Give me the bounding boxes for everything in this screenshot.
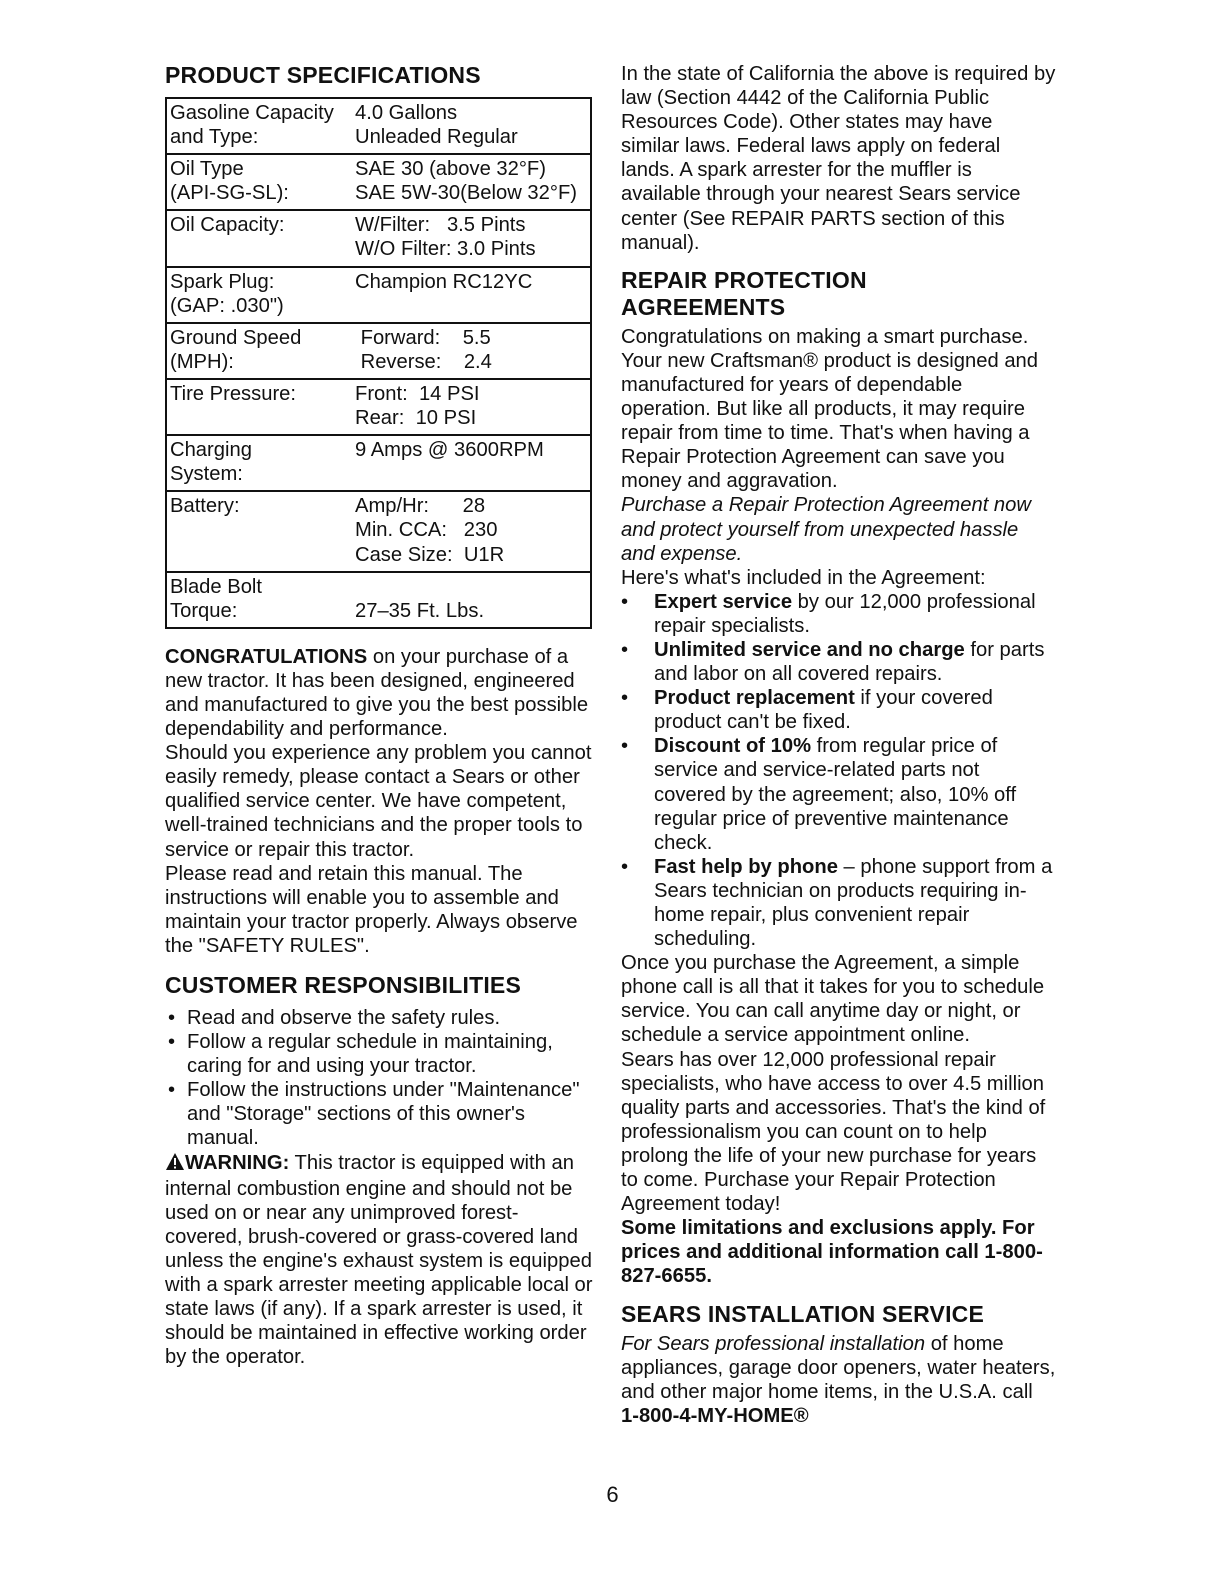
installation-paragraph: For Sears professional installation of home appliances, garage door openers, water heaters, and other major home items, in the U.S.A. call 1-800-4-MY-HOME®	[621, 1332, 1056, 1427]
repair-protection-title: REPAIR PROTECTION AGREEMENTS	[621, 266, 867, 320]
list-item: • Follow the instructions under "Maintenance" and "Storage" sections of this owner's manual.	[168, 1079, 580, 1150]
spec-value: 27–35 Ft. Lbs.	[352, 572, 591, 628]
spec-row	[166, 491, 591, 571]
customer-responsibilities-title: CUSTOMER RESPONSIBILITIES	[165, 972, 522, 998]
sears-specialists-paragraph: Sears has over 12,000 professional repair specialists, who have access to over 4.5 million quality parts and accessories. That's the kind of professionalism you can count on to help prolong the life of your new purchase for years to come. Purchase your Repair Protection Agreement today!	[621, 1048, 1046, 1216]
installation-phone: 1-800-4-MY-HOME®	[621, 1404, 809, 1427]
spec-label: Blade Bolt Torque:	[166, 572, 352, 628]
warning-label: WARNING:	[185, 1151, 290, 1174]
spec-row	[166, 323, 591, 379]
list-item: • Fast help by phone – phone support from a Sears technician on products requiring in-home repair, plus convenient repair scheduling.	[621, 855, 1053, 951]
repair-protection-italic: Purchase a Repair Protection Agreement now and protect yourself from unexpected hassle and expense.	[621, 494, 1031, 565]
installation-service-title: SEARS INSTALLATION SERVICE	[621, 1300, 985, 1327]
limitations-note: Some limitations and exclusions apply. For prices and additional information call 1-800-827-6655.	[621, 1217, 1043, 1288]
spec-value: SAE 30 (above 32°F) SAE 5W-30(Below 32°F)	[352, 154, 591, 210]
spec-label: Tire Pressure:	[166, 379, 352, 435]
warning-triangle-icon	[165, 1152, 185, 1177]
congrats-paragraph	[165, 645, 593, 741]
retain-paragraph: Please read and retain this manual. The instructions will enable you to assemble and maintain your tractor properly. Always observe the "SAFETY RULES".	[165, 862, 578, 957]
spec-value: Front: 14 PSI Rear: 10 PSI	[352, 379, 591, 435]
right-column	[621, 62, 1056, 1428]
spec-row	[166, 435, 591, 491]
spec-row	[166, 98, 591, 154]
spec-value: Champion RC12YC	[352, 267, 591, 323]
spec-row	[166, 210, 591, 266]
spec-value: 4.0 Gallons Unleaded Regular	[352, 98, 591, 154]
list-item: • Discount of 10% from regular price of service and service-related parts not covered by the agreement; also, 10% off regular price of preventive maintenance check.	[621, 735, 1017, 854]
congrats-bold: CONGRATULATIONS	[165, 645, 368, 668]
included-intro: Here's what's included in the Agreement:	[621, 566, 986, 589]
left-column	[165, 62, 593, 1369]
warning-text: This tractor is equipped with an internal combustion engine and should not be used on or near any unimproved forest-covered, brush-covered or grass-covered land unless the engine's exhaust system is equipped with a spark arrester meeting applicable local or state laws (if any). If a spark arrester is used, it should be maintained in effective working order by the operator.	[165, 1151, 593, 1369]
spec-value: Amp/Hr: 28 Min. CCA: 230 Case Size: U1R	[352, 491, 591, 571]
once-paragraph: Once you purchase the Agreement, a simple phone call is all that it takes for you to schedule service. You can call anytime day or night, or schedule a service appointment online.	[621, 952, 1045, 1047]
spec-row	[166, 154, 591, 210]
spec-title: PRODUCT SPECIFICATIONS	[165, 62, 481, 88]
spec-row	[166, 379, 591, 435]
list-item: • Product replacement if your covered product can't be fixed.	[621, 687, 993, 734]
spec-label: Spark Plug: (GAP: .030")	[166, 267, 352, 323]
agreement-benefits-list	[621, 590, 1056, 951]
service-paragraph: Should you experience any problem you cannot easily remedy, please contact a Sears or other qualified service center. We have competent, well-trained technicians and the proper tools to service or repair this tractor.	[165, 742, 592, 861]
spec-value: Forward: 5.5 Reverse: 2.4	[352, 323, 591, 379]
list-item: • Expert service by our 12,000 professional repair specialists.	[621, 590, 1036, 637]
spec-table	[165, 97, 592, 629]
spec-label: Ground Speed (MPH):	[166, 323, 352, 379]
spec-label: Oil Capacity:	[166, 210, 352, 266]
california-paragraph: In the state of California the above is required by law (Section 4442 of the California Public Resources Code). Other states may have similar laws. Federal laws apply on federal lands. A spark arrester for the muffler is available through your nearest Sears service center (See REPAIR PARTS section of this manual).	[621, 63, 1056, 254]
warning-paragraph	[165, 1151, 593, 1370]
customer-responsibilities-list	[165, 1006, 593, 1151]
congrats-text: on your purchase of a new tractor. It has been designed, engineered and manufactured to give you the best possible dependability and performance.	[165, 645, 589, 741]
spec-label: Oil Type (API-SG-SL):	[166, 154, 352, 210]
spec-row	[166, 267, 591, 323]
spec-row	[166, 572, 591, 628]
spec-value: 9 Amps @ 3600RPM	[352, 435, 591, 491]
list-item: • Follow a regular schedule in maintaining, caring for and using your tractor.	[168, 1031, 553, 1078]
page-number: 6	[606, 1482, 619, 1507]
list-item: • Read and observe the safety rules.	[168, 1007, 501, 1029]
repair-protection-paragraph: Congratulations on making a smart purchase. Your new Craftsman® product is designed and manufactured for years of dependable operation. But like all products, it may require repair from time to time. That's when having a Repair Protection Agreement can save you money and aggravation.	[621, 325, 1038, 493]
spec-label: Battery:	[166, 491, 352, 571]
spec-value: W/Filter: 3.5 Pints W/O Filter: 3.0 Pints	[352, 210, 591, 266]
spec-label: Charging System:	[166, 435, 352, 491]
spec-label: Gasoline Capacity and Type:	[166, 98, 352, 154]
list-item: • Unlimited service and no charge for parts and labor on all covered repairs.	[621, 638, 1045, 686]
